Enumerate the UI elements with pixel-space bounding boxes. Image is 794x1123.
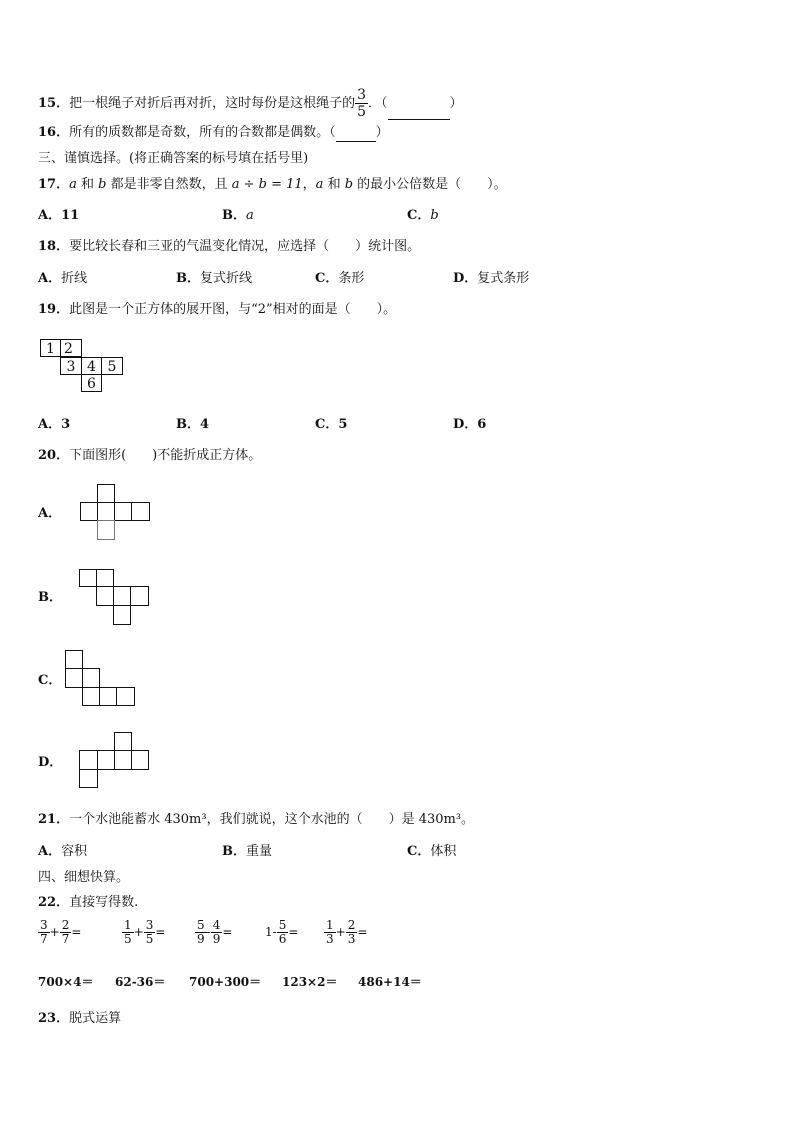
option-a[interactable]: A．11 <box>38 208 80 223</box>
calc-expression: 486+14＝ <box>358 975 422 989</box>
option-b[interactable]: B．4 <box>176 417 210 432</box>
question-number: 16． <box>38 125 70 140</box>
net-cell <box>65 650 83 669</box>
calc-expression: 700+300＝ <box>189 975 262 989</box>
question-number: 18． <box>38 239 70 254</box>
option-b[interactable]: B．复式折线 <box>176 271 253 286</box>
option-a[interactable]: A． <box>38 506 62 521</box>
question-text: 此图是一个正方体的展开图，与“2”相对的面是（ ）。 <box>69 302 397 317</box>
question-22 <box>38 894 138 912</box>
net-cell <box>131 750 149 770</box>
question-text: 一个水池能蓄水 430m³，我们就说，这个水池的（ ）是 430m³。 <box>69 812 475 827</box>
question-text: 直接写得数. <box>69 895 139 910</box>
fraction: $\frac{3}{5}$ <box>357 87 367 120</box>
option-a[interactable]: A．折线 <box>38 271 88 286</box>
net-cell <box>79 569 97 587</box>
question-17: 17．a 和 b 都是非零自然数，且 a ÷ b = 11，a 和 b 的最小公倍数是（ ）。 <box>38 177 507 192</box>
section-heading: 四、细想快算。 <box>38 870 130 885</box>
cube-face-3: 3 <box>60 357 82 375</box>
question-number: 15． <box>38 96 70 111</box>
net-cell <box>130 586 149 606</box>
fraction-expression: $\frac{1}{5}$ + $\frac{3}{5}$ = <box>124 918 166 946</box>
question-text: 下面图形( )不能折成正方体。 <box>69 448 262 463</box>
net-cell <box>114 750 132 770</box>
question-23 <box>38 1010 121 1028</box>
question-number: 23． <box>38 1011 70 1026</box>
question-20 <box>38 447 261 465</box>
cube-face-5: 5 <box>101 357 123 375</box>
answer-blank[interactable] <box>388 105 450 120</box>
net-cell <box>113 586 131 606</box>
net-cell <box>113 605 131 625</box>
net-cell <box>65 668 83 688</box>
question-number: 22． <box>38 895 70 910</box>
option-b[interactable]: B．a <box>222 208 254 223</box>
calc-expression: 62-36＝ <box>115 975 166 989</box>
net-cell <box>97 484 115 503</box>
cube-face-1: 1 <box>40 339 61 357</box>
question-number: 19． <box>38 302 70 317</box>
fraction-expression: $\frac{5}{9}$ - $\frac{4}{9}$ = <box>197 918 233 946</box>
question-15: 15．把一根绳子对折后再对折，这时每份是这根绳子的 $\frac{3}{5}$ ．（ ） <box>38 87 463 120</box>
option-a[interactable]: A．3 <box>38 417 71 432</box>
equation: a ÷ b = 11 <box>231 177 303 192</box>
net-cell <box>116 687 135 706</box>
cube-face-2: 2 <box>60 339 82 357</box>
option-c[interactable]: C．5 <box>315 417 348 432</box>
answer-blank[interactable] <box>336 127 376 142</box>
question-number: 20． <box>38 448 70 463</box>
fraction-expression: $\frac{1}{3}$ + $\frac{2}{3}$ = <box>326 918 368 946</box>
section-heading: 三、谨慎选择。(将正确答案的标号填在括号里) <box>38 151 309 166</box>
option-c[interactable]: C．条形 <box>315 271 365 286</box>
net-cell <box>97 520 115 540</box>
net-cell <box>131 502 150 521</box>
question-16: 16．所有的质数都是奇数，所有的合数都是偶数。（ ） <box>38 125 389 140</box>
option-a[interactable]: A．容积 <box>38 844 88 859</box>
option-d[interactable]: D．复式条形 <box>453 271 530 286</box>
question-text: 要比较长春和三亚的气温变化情况，应选择（ ）统计图。 <box>69 239 421 254</box>
net-cell <box>79 750 98 770</box>
option-c[interactable]: C．b <box>407 208 439 223</box>
net-cell <box>97 750 115 770</box>
question-text: 脱式运算 <box>69 1011 122 1026</box>
option-b[interactable]: B． <box>38 590 62 605</box>
calc-expression: 700×4＝ <box>38 975 94 989</box>
cube-face-6: 6 <box>81 374 102 392</box>
question-number: 21． <box>38 812 70 827</box>
fraction-expression: 1- $\frac{5}{6}$ = <box>265 918 299 946</box>
option-c[interactable]: C． <box>38 673 62 688</box>
net-cell <box>99 687 117 706</box>
question-text: 所有的质数都是奇数，所有的合数都是偶数。（ <box>69 125 336 140</box>
question-21 <box>38 811 474 829</box>
option-b[interactable]: B．重量 <box>222 844 273 859</box>
net-cell <box>114 732 132 751</box>
net-cell <box>80 502 98 521</box>
question-18 <box>38 238 420 256</box>
option-c[interactable]: C．体积 <box>407 844 457 859</box>
question-number: 17． <box>38 177 70 192</box>
option-d[interactable]: D． <box>38 755 63 770</box>
question-19 <box>38 301 396 319</box>
net-cell <box>96 586 114 606</box>
option-d[interactable]: D．6 <box>453 417 487 432</box>
net-cell <box>82 668 100 688</box>
cube-face-4: 4 <box>81 357 102 375</box>
fraction-expression: $\frac{3}{7}$ + $\frac{2}{7}$ = <box>40 918 82 946</box>
calc-expression: 123×2＝ <box>282 975 338 989</box>
net-cell <box>79 769 98 788</box>
question-text: 把一根绳子对折后再对折，这时每份是这根绳子的 <box>69 96 356 111</box>
net-cell <box>114 502 132 521</box>
net-cell <box>97 502 115 521</box>
net-cell <box>82 687 100 706</box>
net-cell <box>96 569 114 587</box>
